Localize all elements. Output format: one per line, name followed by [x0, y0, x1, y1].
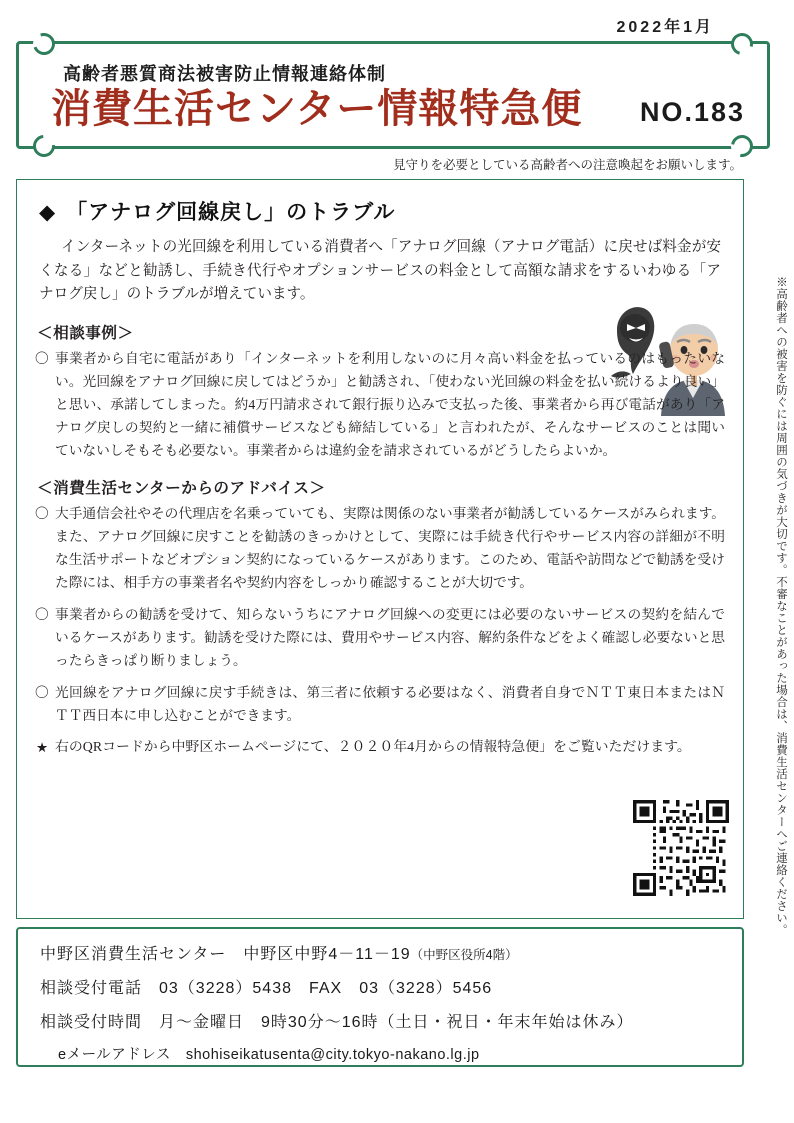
- diamond-icon: ◆: [39, 200, 57, 224]
- bullet-circle-icon: 〇: [35, 350, 49, 366]
- list-item-text: 事業者からの勧誘を受けて、知らないうちにアナログ回線への変更には必要のないサービスの契約を結んでいるケースがあります。勧誘を受けた際には、費用やサービス内容、解約条件などをよく確認し必要ないと思ったらきっぱり断りましょう。: [55, 607, 725, 669]
- qr-code[interactable]: [633, 800, 729, 896]
- footer-hours-line: 相談受付時間 月～金曜日 9時30分～16時（土日・祝日・年末年始は休み）: [40, 1014, 634, 1031]
- list-item: [35, 347, 725, 462]
- list-item: [35, 603, 725, 672]
- case-section-heading: ＜相談事例＞: [37, 324, 134, 342]
- vertical-side-note: ※高齢者への被害を防ぐには周囲の気づきが大切です。不審なことがあった場合は、消費生活センターへご連絡ください。: [775, 276, 787, 936]
- list-item-text: 事業者から自宅に電話があり「インターネットを利用しないのに月々高い料金を払っているのはもったいない。光回線をアナログ回線に戻してはどうか」と勧誘され、「使わない光回線の料金を払い続けるより良い」と思い、承諾してしまった。約4万円請求されて銀行振り込みで支払った後、事業者から再び電話があり「アナログ戻しの契約と一緒に補償サービスなども締結している」と言われたが、そんなサービスのことは聞いていないしそもそも必要ない。事業者からは違約金を請求されているがどうしたらよいか。: [55, 350, 725, 458]
- footer-phone-line: 相談受付電話 03（3228）5438 FAX 03（3228）5456: [40, 980, 493, 997]
- bullet-circle-icon: 〇: [35, 607, 49, 623]
- footer-address-line: [40, 941, 726, 964]
- main-content-box: [16, 179, 744, 919]
- list-item: [35, 502, 725, 594]
- issue-number: NO.183: [639, 97, 745, 127]
- lead-paragraph: インターネットの光回線を利用している消費者へ「アナログ回線（アナログ電話）に戻せば料金が安くなる」などと勧誘し、手続き代行やオプションサービスの料金として高額な請求をするいわゆる「アナログ戻し」のトラブルが増えています。: [39, 239, 721, 303]
- topic-heading: [39, 196, 725, 226]
- footer-address-main: 中野区消費生活センター 中野区中野4－11－19: [40, 946, 411, 963]
- advice-section-heading: ＜消費生活センターからのアドバイス＞: [37, 480, 326, 497]
- topic-heading-text: 「アナログ回線戻し」のトラブル: [66, 200, 396, 224]
- star-icon: ★: [36, 740, 49, 756]
- header-notice: 見守りを必要としている高齢者への注意喚起をお願いします。: [392, 158, 742, 172]
- list-item: [35, 736, 725, 759]
- bullet-circle-icon: 〇: [35, 685, 49, 701]
- header-banner: [16, 41, 770, 149]
- advice-list: [35, 502, 725, 760]
- footer-email-line: eメールアドレス shohiseikatusenta@city.tokyo-nakano.lg.jp: [58, 1047, 480, 1063]
- case-list: [35, 347, 725, 462]
- list-item: [35, 681, 725, 727]
- list-item-text: 光回線をアナログ回線に戻す手続きは、第三者に依頼する必要はなく、消費者自身でＮＴＴ東日本またはＮＴＴ西日本に申し込むことができます。: [55, 685, 725, 724]
- issue-date: 2022年1月: [616, 19, 714, 36]
- list-item-text: 右のQRコードから中野区ホームページにて、２０２０年4月からの情報特急便」をご覧いただけます。: [55, 740, 691, 756]
- header-subtitle: 高齢者悪質商法被害防止情報連絡体制: [63, 64, 386, 84]
- page-title: 消費生活センター情報特急便: [51, 87, 583, 131]
- bullet-circle-icon: 〇: [35, 506, 49, 521]
- list-item-text: 大手通信会社やその代理店を名乗っていても、実際は関係のない事業者が勧誘しているケースがみられます。また、アナログ回線に戻すことを勧誘のきっかけとして、実際には手続き代行やサービス内容の詳細が不明な生活サポートなどオプション契約になっているケースがあります。このため、電話や訪問などで勧誘を受けた際には、相手方の事業者名や契約内容をしっかり確認することが大切です。: [55, 506, 725, 591]
- footer-address-note: （中野区役所4階）: [410, 948, 518, 962]
- footer-contact-box: [16, 927, 744, 1067]
